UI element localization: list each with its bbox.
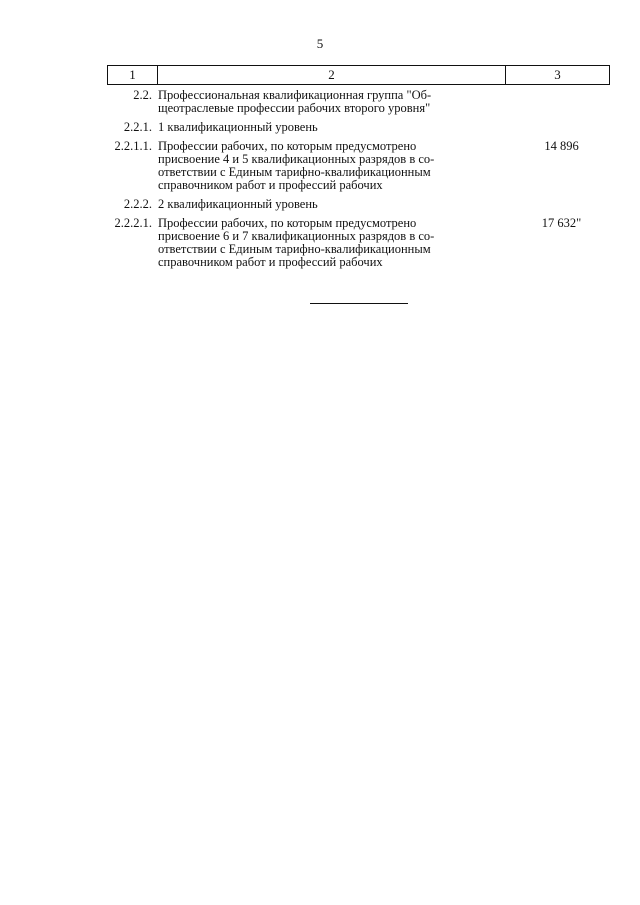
row-number: 2.2.2.1. <box>114 216 152 230</box>
row-description-line: 2 квалификационный уровень <box>158 197 318 211</box>
row-number: 2.2. <box>133 88 152 102</box>
row-description-line: ответствии с Единым тарифно-квалификационным <box>158 165 431 179</box>
row-number: 2.2.1.1. <box>114 139 152 153</box>
row-description-line: ответствии с Единым тарифно-квалификационным <box>158 242 431 256</box>
row-description <box>157 140 505 192</box>
row-number: 2.2.2. <box>123 197 152 211</box>
table-header-col-3: 3 <box>554 67 561 82</box>
row-value <box>505 198 610 211</box>
row-description <box>157 198 505 211</box>
row-description-line: щеотраслевые профессии рабочих второго уровня" <box>158 101 431 115</box>
table-header-col-1: 1 <box>108 66 158 84</box>
row-value <box>505 89 610 115</box>
row-description-line: Профессии рабочих, по которым предусмотрено <box>158 216 417 230</box>
row-description-line: Профессии рабочих, по которым предусмотрено <box>158 139 417 153</box>
table-body <box>107 89 610 275</box>
row-description <box>157 121 505 134</box>
row-value: 17 632" <box>541 216 582 230</box>
row-description-line: 1 квалификационный уровень <box>158 120 318 134</box>
table-row <box>107 89 610 115</box>
row-description-line: присвоение 4 и 5 квалификационных разрядов в со- <box>158 152 435 166</box>
table-row <box>107 121 610 134</box>
row-description <box>157 89 505 115</box>
table-header-col-2: 2 <box>158 66 506 84</box>
table-header-row <box>107 65 610 85</box>
row-description-line: Профессиональная квалификационная группа "Об- <box>158 88 432 102</box>
table-row <box>107 140 610 192</box>
page-number: 5 <box>316 36 324 51</box>
row-value: 14 896 <box>544 139 579 153</box>
table-row <box>107 198 610 211</box>
row-number: 2.2.1. <box>123 120 152 134</box>
row-description-line: присвоение 6 и 7 квалификационных разрядов в со- <box>158 229 435 243</box>
end-of-document-rule <box>310 303 408 304</box>
row-value <box>505 121 610 134</box>
row-description-line: справочником работ и профессий рабочих <box>158 255 383 269</box>
table-row <box>107 217 610 269</box>
row-description <box>157 217 505 269</box>
row-description-line: справочником работ и профессий рабочих <box>158 178 383 192</box>
